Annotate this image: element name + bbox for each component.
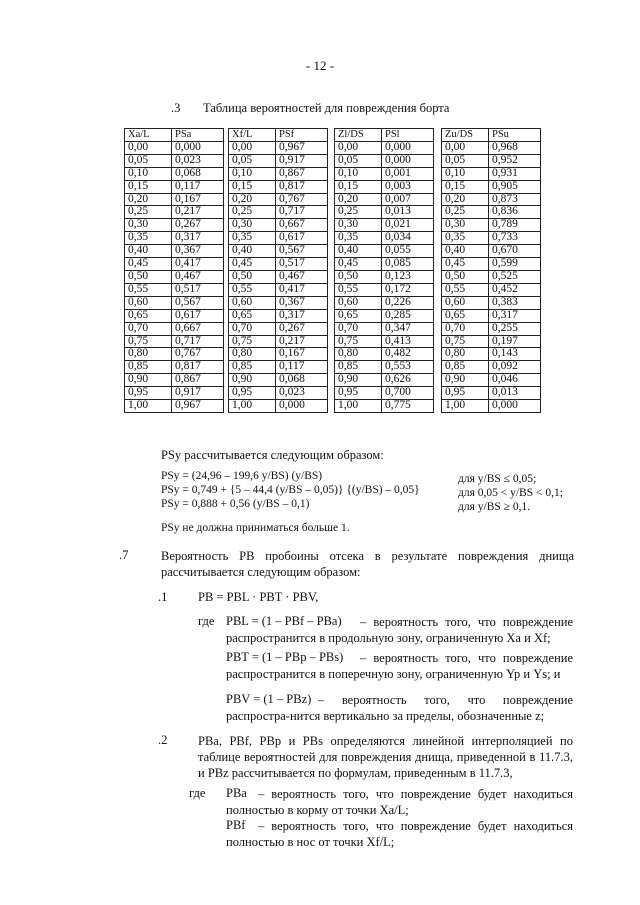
- probability-cell: 0,068: [276, 374, 328, 387]
- probability-cell: 0,567: [276, 245, 328, 258]
- ratio-cell: 0,00: [125, 141, 172, 154]
- table-zu: [441, 128, 541, 413]
- ratio-cell: 0,95: [125, 387, 172, 400]
- ratio-cell: 0,90: [442, 374, 489, 387]
- table-row: [229, 322, 328, 335]
- probability-cell: 0,967: [276, 141, 328, 154]
- table-row: [442, 296, 541, 309]
- probability-cell: 0,717: [276, 206, 328, 219]
- table-row: [442, 245, 541, 258]
- ratio-cell: 0,10: [442, 167, 489, 180]
- ratio-cell: 0,50: [229, 270, 276, 283]
- psy-formula-1: PSy = (24,96 – 199,6 y/BS) (y/BS): [161, 470, 323, 482]
- ratio-cell: 0,65: [229, 309, 276, 322]
- table-row: [229, 374, 328, 387]
- ratio-cell: 0,45: [229, 258, 276, 271]
- probability-cell: 0,217: [172, 206, 224, 219]
- probability-cell: 0,733: [489, 232, 541, 245]
- column-header: PSl: [382, 129, 434, 142]
- probability-cell: 0,383: [489, 296, 541, 309]
- probability-cell: 0,717: [172, 335, 224, 348]
- ratio-cell: 0,85: [442, 361, 489, 374]
- psy-note: PSy не должна приниматься больше 1.: [161, 522, 350, 534]
- section-7-number: .7: [119, 548, 129, 562]
- table-header-row: [442, 129, 541, 142]
- table-row: [229, 232, 328, 245]
- ratio-cell: 0,15: [229, 180, 276, 193]
- ratio-cell: 0,40: [229, 245, 276, 258]
- ratio-cell: 0,85: [125, 361, 172, 374]
- table-row: [125, 154, 224, 167]
- ratio-cell: 0,75: [229, 335, 276, 348]
- ratio-cell: 0,65: [335, 309, 382, 322]
- probability-cell: 0,046: [489, 374, 541, 387]
- ratio-cell: 0,45: [125, 258, 172, 271]
- probability-cell: 0,085: [382, 258, 434, 271]
- table-row: [125, 141, 224, 154]
- probability-cell: 0,317: [172, 232, 224, 245]
- section-7-text: Вероятность PB пробоины отсека в результате повреждения днища рассчитывается следующим образом:: [161, 549, 574, 579]
- probability-cell: 0,667: [276, 219, 328, 232]
- ratio-cell: 0,20: [229, 193, 276, 206]
- pb-formula: PB = PBL · PBT · PBV,: [198, 590, 319, 604]
- table-row: [335, 167, 434, 180]
- probability-cell: 0,000: [172, 141, 224, 154]
- column-header: PSa: [172, 129, 224, 142]
- ratio-cell: 0,25: [125, 206, 172, 219]
- ratio-cell: 0,90: [229, 374, 276, 387]
- table-row: [125, 387, 224, 400]
- table-row: [442, 232, 541, 245]
- probability-cell: 0,517: [276, 258, 328, 271]
- probability-cell: 0,567: [172, 296, 224, 309]
- table-row: [442, 154, 541, 167]
- subsection-2-text: PBa, PBf, PBp и PBs определяются линейной интерполяцией по таблице вероятностей для повреждения днища, приведенной в 11.7.3, и PBz рассчитывается по формулам, приведенным в 11.7.3,: [198, 734, 573, 780]
- probability-cell: 0,034: [382, 232, 434, 245]
- ratio-cell: 0,15: [335, 180, 382, 193]
- ratio-cell: 1,00: [442, 400, 489, 413]
- table-row: [442, 400, 541, 413]
- pbv-definition: – вероятность того, что повреждение распростра-нится вертикально за пределы, обозначенные z;: [226, 693, 573, 723]
- probability-cell: 0,917: [276, 154, 328, 167]
- ratio-cell: 0,55: [442, 283, 489, 296]
- table-row: [335, 245, 434, 258]
- pba-lhs: PBa: [226, 786, 247, 800]
- ratio-cell: 0,60: [442, 296, 489, 309]
- probability-cell: 0,767: [276, 193, 328, 206]
- ratio-cell: 0,70: [125, 322, 172, 335]
- probability-cell: 0,003: [382, 180, 434, 193]
- table-row: [229, 400, 328, 413]
- probability-cell: 0,023: [276, 387, 328, 400]
- ratio-cell: 0,10: [229, 167, 276, 180]
- probability-cell: 0,867: [172, 374, 224, 387]
- ratio-cell: 0,90: [125, 374, 172, 387]
- ratio-cell: 0,45: [442, 258, 489, 271]
- table-row: [442, 258, 541, 271]
- ratio-cell: 0,35: [125, 232, 172, 245]
- ratio-cell: 0,05: [229, 154, 276, 167]
- table-row: [335, 361, 434, 374]
- table-row: [125, 283, 224, 296]
- ratio-cell: 0,00: [442, 141, 489, 154]
- table-row: [229, 387, 328, 400]
- probability-cell: 0,367: [172, 245, 224, 258]
- ratio-cell: 0,95: [335, 387, 382, 400]
- ratio-cell: 0,60: [125, 296, 172, 309]
- probability-cell: 0,117: [276, 361, 328, 374]
- pbf-definition: – вероятность того, что повреждение будет находиться полностью в нос от точки Xf/L;: [226, 819, 573, 849]
- table-row: [442, 180, 541, 193]
- ratio-cell: 1,00: [335, 400, 382, 413]
- table-row: [442, 322, 541, 335]
- ratio-cell: 0,95: [442, 387, 489, 400]
- where-label-2: где: [189, 786, 206, 800]
- table-row: [335, 270, 434, 283]
- ratio-cell: 0,30: [229, 219, 276, 232]
- ratio-cell: 0,05: [442, 154, 489, 167]
- subsection-1-number: .1: [158, 590, 168, 604]
- probability-cell: 0,000: [276, 400, 328, 413]
- probability-cell: 0,836: [489, 206, 541, 219]
- probability-cell: 0,553: [382, 361, 434, 374]
- table-row: [125, 258, 224, 271]
- ratio-cell: 0,55: [335, 283, 382, 296]
- probability-cell: 0,021: [382, 219, 434, 232]
- probability-cell: 0,417: [172, 258, 224, 271]
- table-row: [335, 193, 434, 206]
- table-row: [442, 206, 541, 219]
- probability-cell: 0,667: [172, 322, 224, 335]
- table-row: [125, 180, 224, 193]
- probability-cell: 0,817: [172, 361, 224, 374]
- ratio-cell: 0,80: [125, 348, 172, 361]
- ratio-cell: 0,50: [335, 270, 382, 283]
- probability-cell: 0,968: [489, 141, 541, 154]
- ratio-cell: 0,35: [335, 232, 382, 245]
- ratio-cell: 0,95: [229, 387, 276, 400]
- table-row: [229, 167, 328, 180]
- psy-formula-2: PSy = 0,749 + {5 – 44,4 (y/BS – 0,05)} {(y/BS) – 0,05}: [161, 484, 420, 496]
- column-header: Xf/L: [229, 129, 276, 142]
- section-3-number: .3: [171, 101, 181, 115]
- table-row: [125, 193, 224, 206]
- table-row: [125, 374, 224, 387]
- pbv-lhs: PBV = (1 – PBz): [226, 692, 312, 706]
- ratio-cell: 0,00: [229, 141, 276, 154]
- ratio-cell: 0,50: [442, 270, 489, 283]
- probability-cell: 0,617: [172, 309, 224, 322]
- table-row: [442, 141, 541, 154]
- ratio-cell: 0,15: [442, 180, 489, 193]
- ratio-cell: 0,55: [125, 283, 172, 296]
- table-row: [229, 219, 328, 232]
- ratio-cell: 0,15: [125, 180, 172, 193]
- ratio-cell: 0,90: [335, 374, 382, 387]
- probability-cell: 0,367: [276, 296, 328, 309]
- ratio-cell: 0,80: [229, 348, 276, 361]
- table-row: [335, 206, 434, 219]
- ratio-cell: 0,30: [335, 219, 382, 232]
- probability-cell: 0,001: [382, 167, 434, 180]
- probability-cell: 0,226: [382, 296, 434, 309]
- probability-cell: 0,007: [382, 193, 434, 206]
- table-row: [442, 167, 541, 180]
- table-row: [442, 309, 541, 322]
- probability-cell: 0,952: [489, 154, 541, 167]
- ratio-cell: 0,10: [125, 167, 172, 180]
- probability-cell: 0,092: [489, 361, 541, 374]
- pba-definition: – вероятность того, что повреждение будет находиться полностью в корму от точки Xa/L;: [226, 787, 573, 817]
- probability-cell: 0,023: [172, 154, 224, 167]
- column-header: Zu/DS: [442, 129, 489, 142]
- ratio-cell: 0,75: [442, 335, 489, 348]
- probability-cell: 0,167: [276, 348, 328, 361]
- ratio-cell: 0,20: [442, 193, 489, 206]
- table-row: [442, 387, 541, 400]
- ratio-cell: 0,65: [125, 309, 172, 322]
- probability-cell: 0,217: [276, 335, 328, 348]
- ratio-cell: 0,60: [229, 296, 276, 309]
- probability-cell: 0,267: [276, 322, 328, 335]
- table-row: [335, 348, 434, 361]
- ratio-cell: 0,55: [229, 283, 276, 296]
- ratio-cell: 0,25: [229, 206, 276, 219]
- ratio-cell: 0,85: [335, 361, 382, 374]
- probability-cell: 0,347: [382, 322, 434, 335]
- ratio-cell: 0,35: [229, 232, 276, 245]
- table-row: [335, 258, 434, 271]
- probability-cell: 0,967: [172, 400, 224, 413]
- table-row: [442, 335, 541, 348]
- probability-cell: 0,626: [382, 374, 434, 387]
- probability-cell: 0,905: [489, 180, 541, 193]
- probability-cell: 0,068: [172, 167, 224, 180]
- probability-cell: 0,867: [276, 167, 328, 180]
- table-row: [229, 206, 328, 219]
- probability-cell: 0,267: [172, 219, 224, 232]
- table-row: [125, 232, 224, 245]
- probability-cell: 0,599: [489, 258, 541, 271]
- ratio-cell: 0,05: [335, 154, 382, 167]
- ratio-cell: 0,35: [442, 232, 489, 245]
- probability-cell: 0,789: [489, 219, 541, 232]
- probability-cell: 0,517: [172, 283, 224, 296]
- probability-cell: 0,013: [382, 206, 434, 219]
- probability-cell: 0,285: [382, 309, 434, 322]
- probability-cell: 0,123: [382, 270, 434, 283]
- ratio-cell: 1,00: [229, 400, 276, 413]
- column-header: PSf: [276, 129, 328, 142]
- ratio-cell: 1,00: [125, 400, 172, 413]
- table-row: [125, 335, 224, 348]
- psy-formula-3: PSy = 0,888 + 0,56 (y/BS – 0,1): [161, 498, 310, 510]
- section-3-title: Таблица вероятностей для повреждения борта: [203, 101, 450, 115]
- table-row: [125, 270, 224, 283]
- psy-condition-2: для 0,05 < y/BS < 0,1;: [458, 487, 563, 499]
- subsection-2-number: .2: [158, 733, 168, 747]
- ratio-cell: 0,30: [125, 219, 172, 232]
- table-header-row: [335, 129, 434, 142]
- column-header: PSu: [489, 129, 541, 142]
- table-row: [442, 270, 541, 283]
- table-row: [442, 283, 541, 296]
- probability-cell: 0,013: [489, 387, 541, 400]
- table-row: [125, 167, 224, 180]
- probability-cell: 0,143: [489, 348, 541, 361]
- table-row: [442, 219, 541, 232]
- probability-cell: 0,172: [382, 283, 434, 296]
- table-row: [442, 374, 541, 387]
- table-row: [335, 400, 434, 413]
- table-row: [125, 348, 224, 361]
- table-row: [442, 348, 541, 361]
- probability-cell: 0,317: [489, 309, 541, 322]
- table-row: [442, 361, 541, 374]
- ratio-cell: 0,80: [442, 348, 489, 361]
- table-row: [229, 154, 328, 167]
- table-row: [229, 270, 328, 283]
- pbt-lhs: PBT = (1 – PBp – PBs): [226, 650, 344, 664]
- table-row: [229, 296, 328, 309]
- ratio-cell: 0,75: [125, 335, 172, 348]
- ratio-cell: 0,40: [442, 245, 489, 258]
- ratio-cell: 0,25: [335, 206, 382, 219]
- table-row: [335, 335, 434, 348]
- ratio-cell: 0,10: [335, 167, 382, 180]
- probability-cell: 0,775: [382, 400, 434, 413]
- pbl-definition: – вероятность того, что повреждение распространится в продольную зону, ограниченную Xa и Xf;: [226, 615, 573, 645]
- probability-cell: 0,700: [382, 387, 434, 400]
- probability-cell: 0,467: [172, 270, 224, 283]
- table-header-row: [229, 129, 328, 142]
- ratio-cell: 0,00: [335, 141, 382, 154]
- table-row: [229, 141, 328, 154]
- table-row: [442, 193, 541, 206]
- table-row: [335, 180, 434, 193]
- ratio-cell: 0,50: [125, 270, 172, 283]
- probability-cell: 0,817: [276, 180, 328, 193]
- probability-cell: 0,767: [172, 348, 224, 361]
- ratio-cell: 0,85: [229, 361, 276, 374]
- probability-cell: 0,167: [172, 193, 224, 206]
- ratio-cell: 0,65: [442, 309, 489, 322]
- probability-cell: 0,917: [172, 387, 224, 400]
- table-row: [229, 258, 328, 271]
- table-row: [335, 374, 434, 387]
- table-row: [229, 335, 328, 348]
- table-row: [335, 141, 434, 154]
- ratio-cell: 0,70: [229, 322, 276, 335]
- probability-cell: 0,000: [489, 400, 541, 413]
- probability-cell: 0,452: [489, 283, 541, 296]
- where-label-1: где: [198, 614, 215, 628]
- probability-cell: 0,467: [276, 270, 328, 283]
- probability-cell: 0,617: [276, 232, 328, 245]
- table-row: [335, 387, 434, 400]
- pbf-lhs: PBf: [226, 818, 246, 832]
- table-row: [229, 348, 328, 361]
- ratio-cell: 0,45: [335, 258, 382, 271]
- column-header: Zl/DS: [335, 129, 382, 142]
- probability-cell: 0,873: [489, 193, 541, 206]
- column-header: Xa/L: [125, 129, 172, 142]
- ratio-cell: 0,30: [442, 219, 489, 232]
- table-row: [125, 400, 224, 413]
- ratio-cell: 0,70: [335, 322, 382, 335]
- probability-cell: 0,000: [382, 154, 434, 167]
- probability-cell: 0,255: [489, 322, 541, 335]
- table-row: [125, 245, 224, 258]
- table-row: [229, 193, 328, 206]
- table-row: [335, 296, 434, 309]
- ratio-cell: 0,75: [335, 335, 382, 348]
- psy-condition-3: для y/BS ≥ 0,1.: [458, 501, 531, 513]
- table-zl: [334, 128, 434, 413]
- probability-cell: 0,482: [382, 348, 434, 361]
- table-row: [229, 180, 328, 193]
- ratio-cell: 0,20: [335, 193, 382, 206]
- probability-cell: 0,931: [489, 167, 541, 180]
- probability-cell: 0,117: [172, 180, 224, 193]
- ratio-cell: 0,05: [125, 154, 172, 167]
- ratio-cell: 0,25: [442, 206, 489, 219]
- table-row: [125, 206, 224, 219]
- table-row: [335, 309, 434, 322]
- table-row: [335, 154, 434, 167]
- probability-cell: 0,000: [382, 141, 434, 154]
- table-row: [125, 322, 224, 335]
- probability-cell: 0,413: [382, 335, 434, 348]
- table-xa: [124, 128, 224, 413]
- table-header-row: [125, 129, 224, 142]
- table-row: [335, 219, 434, 232]
- table-row: [125, 219, 224, 232]
- probability-cell: 0,525: [489, 270, 541, 283]
- table-row: [335, 283, 434, 296]
- table-row: [229, 309, 328, 322]
- ratio-cell: 0,40: [335, 245, 382, 258]
- pbl-lhs: PBL = (1 – PBf – PBa): [226, 614, 342, 628]
- table-row: [229, 283, 328, 296]
- ratio-cell: 0,40: [125, 245, 172, 258]
- page-number: - 12 -: [305, 58, 335, 73]
- ratio-cell: 0,60: [335, 296, 382, 309]
- table-xf: [228, 128, 328, 413]
- table-row: [335, 232, 434, 245]
- ratio-cell: 0,80: [335, 348, 382, 361]
- ratio-cell: 0,20: [125, 193, 172, 206]
- psy-condition-1: для y/BS ≤ 0,05;: [458, 473, 537, 485]
- table-row: [125, 296, 224, 309]
- probability-cell: 0,197: [489, 335, 541, 348]
- ratio-cell: 0,70: [442, 322, 489, 335]
- table-row: [125, 361, 224, 374]
- probability-cell: 0,417: [276, 283, 328, 296]
- probability-cell: 0,670: [489, 245, 541, 258]
- table-row: [125, 309, 224, 322]
- pbt-definition: – вероятность того, что повреждение распространится в поперечную зону, ограниченную Yp и Ys; и: [226, 651, 573, 681]
- probability-cell: 0,055: [382, 245, 434, 258]
- table-row: [229, 245, 328, 258]
- table-row: [229, 361, 328, 374]
- probability-cell: 0,317: [276, 309, 328, 322]
- table-row: [335, 322, 434, 335]
- psy-intro: PSy рассчитывается следующим образом:: [161, 448, 384, 462]
